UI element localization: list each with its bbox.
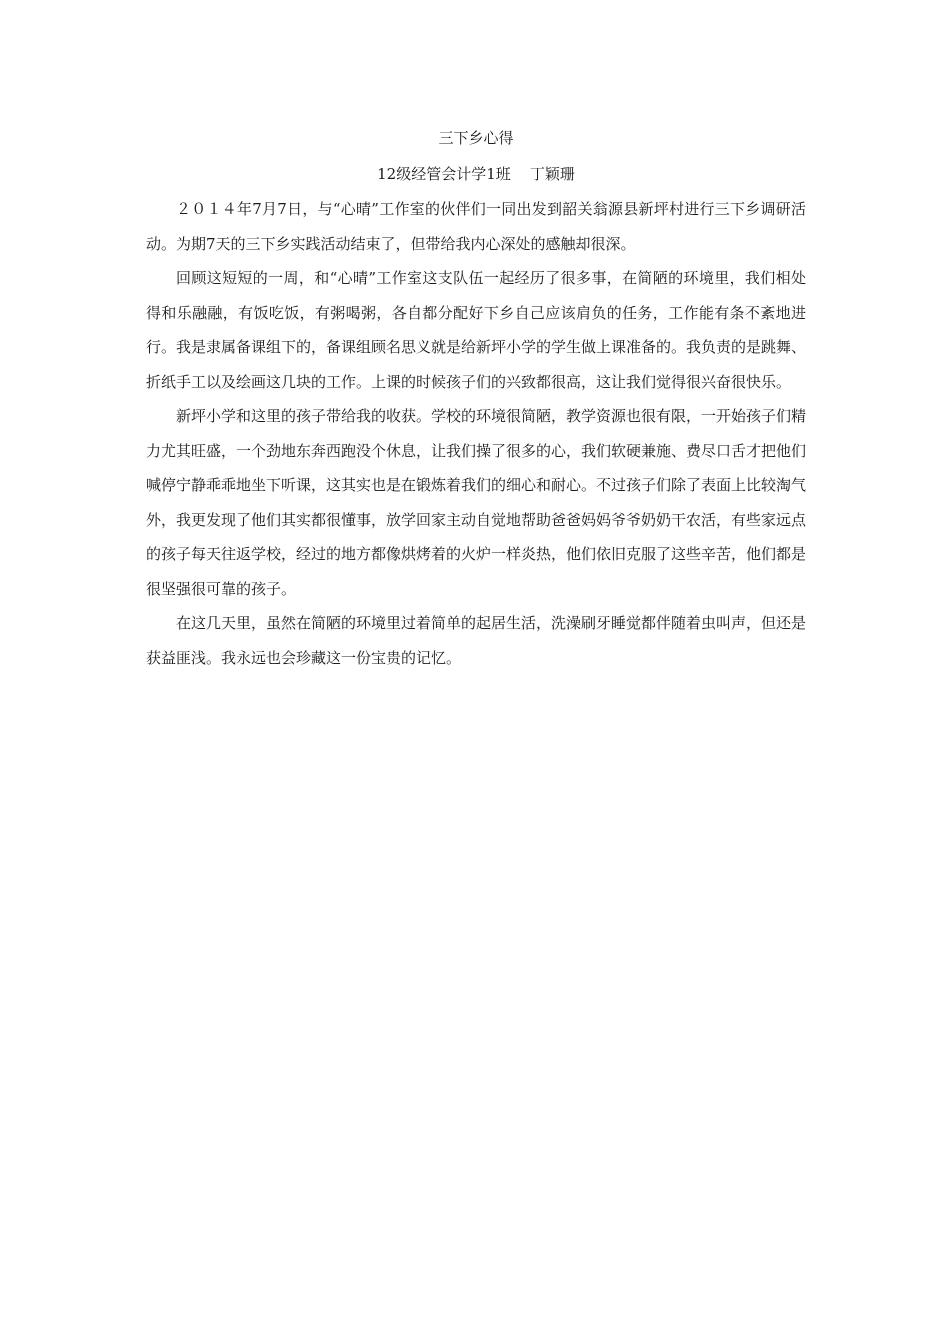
paragraph-2: 回顾这短短的一周，和“心晴”工作室这支队伍一起经历了很多事，在简陋的环境里，我们相处得和乐融融，有饭吃饭，有粥喝粥，各自都分配好下乡自己应该肩负的任务，工作能有条不紊地进行。我是隶属备课组下的，备课组顾名思义就是给新坪小学的学生做上课准备的。我负责的是跳舞、折纸手工以及绘画这几块的工作。上课的时候孩子们的兴致都很高，这让我们觉得很兴奋很快乐。 xyxy=(146,269,807,391)
paragraph-3: 新坪小学和这里的孩子带给我的收获。学校的环境很简陋，教学资源也很有限，一开始孩子们精力尤其旺盛，一个劲地东奔西跑没个休息，让我们操了很多的心，我们软硬兼施、费尽口舌才把他们喊停宁静乖乖地坐下听课，这其实也是在锻炼着我们的细心和耐心。不过孩子们除了表面上比较淘气外，我更发现了他们其实都很懂事，放学回家主动自觉地帮助爸爸妈妈爷爷奶奶干农活，有些家远点的孩子每天往返学校，经过的地方都像烘烤着的火炉一样炎热，他们依旧克服了这些辛苦，他们都是很坚强很可靠的孩子。 xyxy=(146,407,807,598)
paragraph-1: ２０１４年7月7日，与“心晴”工作室的伙伴们一同出发到韶关翁源县新坪村进行三下乡调研活动。为期7天的三下乡实践活动结束了，但带给我内心深处的感触却很深。 xyxy=(146,200,806,253)
document-author-line: 12级经管会计学1班 丁颖珊 xyxy=(377,165,575,183)
document-body xyxy=(146,125,806,675)
paragraph-4: 在这几天里，虽然在简陋的环境里过着简单的起居生活，洗澡刷牙睡觉都伴随着虫叫声，但还是获益匪浅。我永远也会珍藏这一份宝贵的记忆。 xyxy=(146,614,807,667)
document-title: 三下乡心得 xyxy=(438,129,514,147)
